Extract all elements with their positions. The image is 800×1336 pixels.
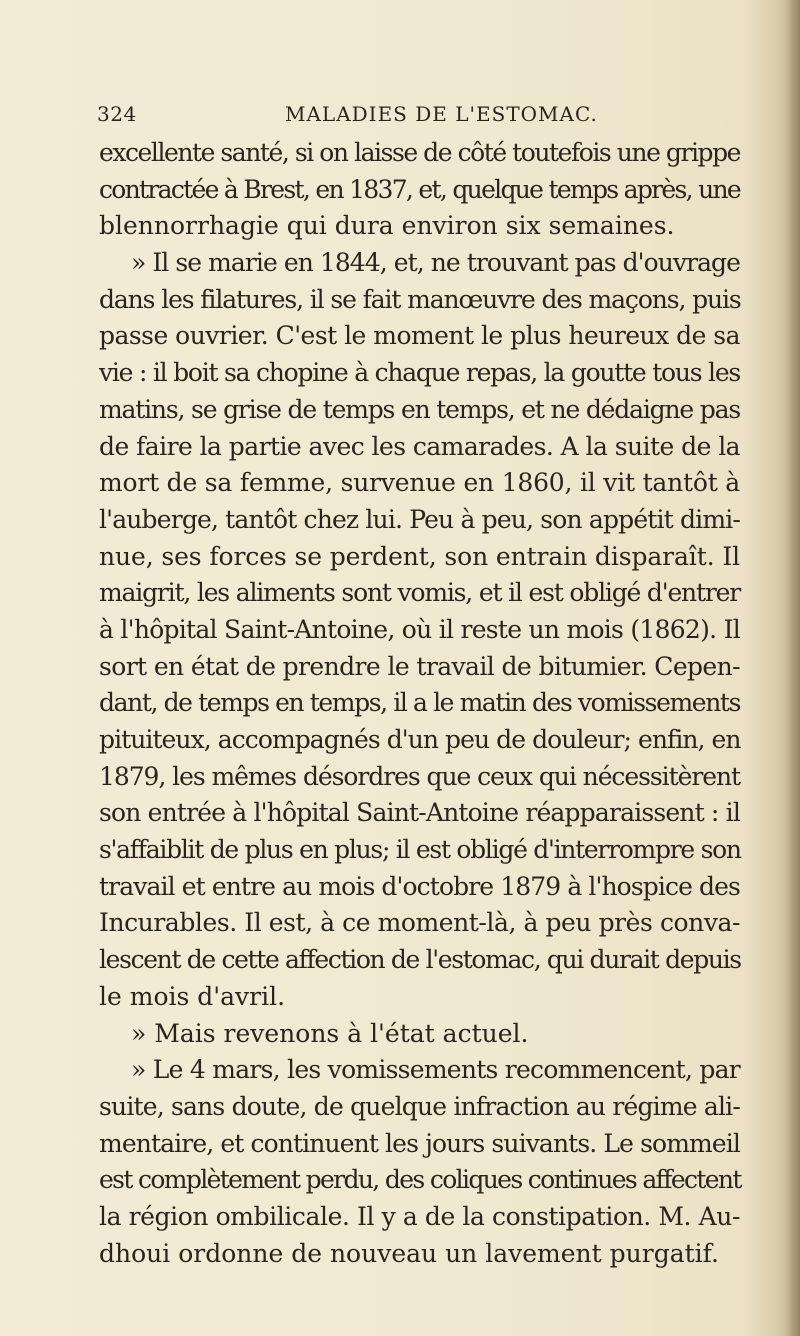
text-line: son entrée à l'hôpital Saint-Antoine réapparaissent : il — [99, 798, 740, 828]
running-title: MALADIES DE L'ESTOMAC. — [285, 102, 598, 126]
text-line: pituiteux, accompagnés d'un peu de douleur; enfin, en — [99, 725, 741, 754]
text-line: passe ouvrier. C'est le moment le plus heureux de sa — [99, 321, 740, 351]
text-line: 1879, les mêmes désordres que ceux qui nécessitèrent — [99, 761, 740, 791]
text-line: » Le 4 mars, les vomissements recommencent, par — [131, 1055, 740, 1085]
text-line: lescent de cette affection de l'estomac, qui durait depuis — [99, 945, 741, 975]
text-line: est complètement perdu, des coliques continues affectent — [99, 1165, 741, 1195]
text-line: dans les filatures, il se fait manœuvre des maçons, puis — [99, 284, 741, 314]
text-line: » Il se marie en 1844, et, ne trouvant pas d'ouvrage — [131, 248, 740, 278]
text-line: nue, ses forces se perdent, son entrain disparaît. Il — [99, 541, 740, 571]
text-line: Incurables. Il est, à ce moment-là, à peu près conva- — [99, 908, 740, 938]
page-number: 324 — [97, 102, 137, 126]
text-line: suite, sans doute, de quelque infraction au régime ali- — [99, 1091, 740, 1121]
text-line: l'auberge, tantôt chez lui. Peu à peu, son appétit dimi- — [99, 504, 740, 534]
text-line: la région ombilicale. Il y a de la constipation. M. Au- — [99, 1201, 740, 1231]
text-line: maigrit, les aliments sont vomis, et il est obligé d'entrer — [99, 578, 740, 608]
text-line: de faire la partie avec les camarades. A la suite de la — [99, 431, 740, 461]
page-header — [97, 98, 737, 128]
page-edge-shadow — [786, 0, 800, 1336]
text-line: sort en état de prendre le travail de bitumier. Cepen- — [99, 651, 740, 681]
body-text — [99, 135, 740, 1272]
text-line: matins, se grise de temps en temps, et ne dédaigne pas — [99, 394, 740, 424]
text-line: dhoui ordonne de nouveau un lavement purgatif. — [99, 1238, 719, 1268]
text-line: dant, de temps en temps, il a le matin des vomissements — [99, 688, 740, 718]
text-line: travail et entre au mois d'octobre 1879 à l'hospice des — [99, 871, 740, 901]
text-line: à l'hôpital Saint-Antoine, où il reste un mois (1862). Il — [99, 614, 740, 644]
text-line: mentaire, et continuent les jours suivants. Le sommeil — [99, 1128, 740, 1158]
text-line: vie : il boit sa chopine à chaque repas, la goutte tous les — [99, 358, 740, 388]
text-line: contractée à Brest, en 1837, et, quelque temps après, une — [99, 174, 740, 204]
text-line: le mois d'avril. — [99, 981, 286, 1011]
text-line: blennorrhagie qui dura environ six semaines. — [99, 211, 675, 241]
text-line: excellente santé, si on laisse de côté toutefois une grippe — [99, 138, 740, 167]
text-line: s'affaiblit de plus en plus; il est obligé d'interrompre son — [99, 835, 741, 865]
text-line: » Mais revenons à l'état actuel. — [131, 1018, 529, 1048]
text-line: mort de sa femme, survenue en 1860, il vit tantôt à — [99, 468, 740, 498]
